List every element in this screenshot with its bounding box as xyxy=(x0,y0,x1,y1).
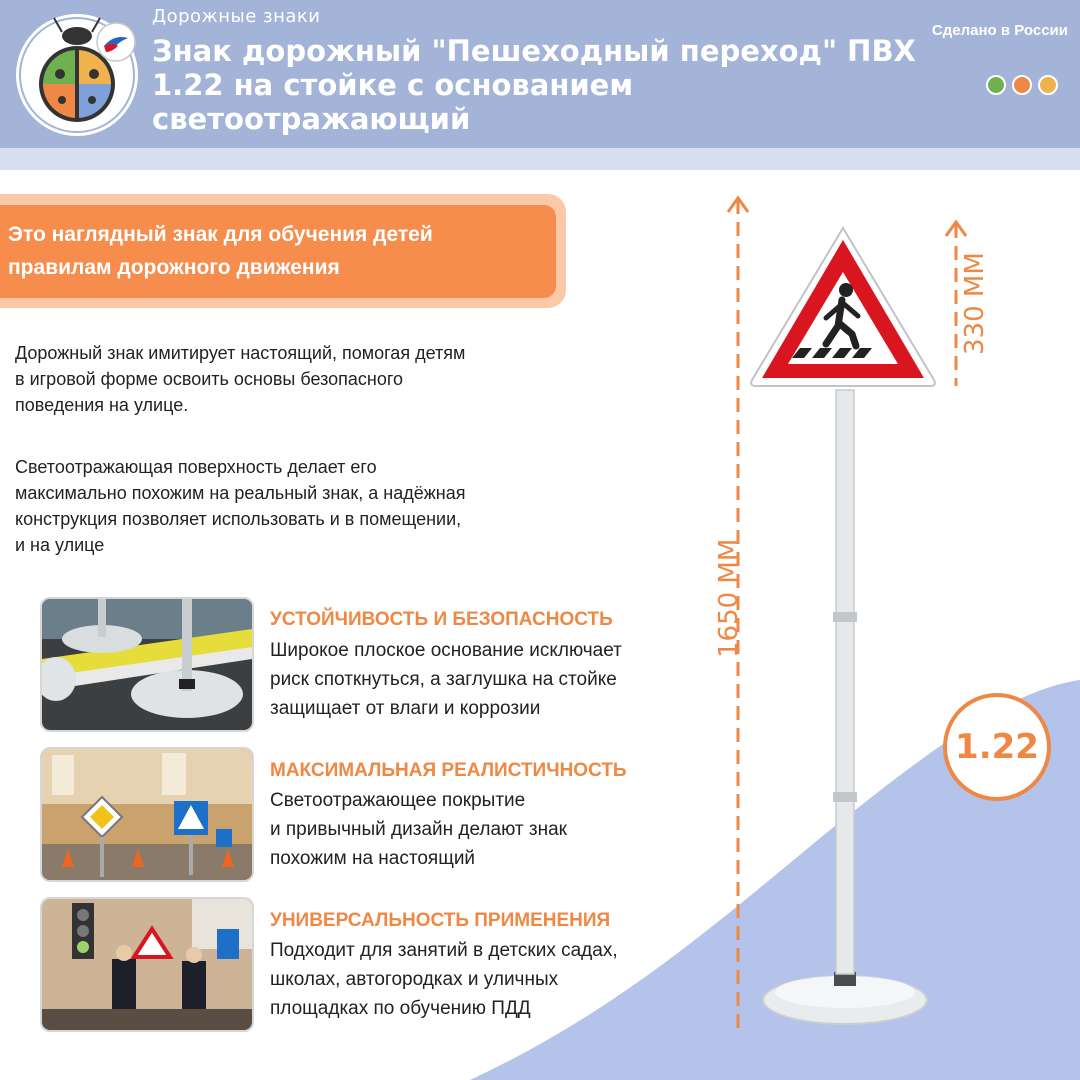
feature-3-text: Подходит для занятий в детских садах, школах, автогородках и уличных площадках по обучению ПДД xyxy=(270,940,618,1019)
banner-text: Это наглядный знак для обучения детей правилам дорожного движения xyxy=(8,223,433,279)
made-in-russia-label: Сделано в России xyxy=(931,22,1068,39)
feature-1-title: УСТОЙЧИВОСТЬ И БЕЗОПАСНОСТЬ xyxy=(270,609,613,630)
description-paragraph-1: Дорожный знак имитирует настоящий, помогая детям в игровой форме освоить основы безопасного поведения на улице. xyxy=(15,343,466,415)
feature-1-text: Широкое плоское основание исключает риск споткнуться, а заглушка на стойке защищает от влаги и коррозии xyxy=(270,640,622,719)
pole-joint-2 xyxy=(833,792,857,802)
category-label: Дорожные знаки xyxy=(152,6,321,27)
feature-2-title: МАКСИМАЛЬНАЯ РЕАЛИСТИЧНОСТЬ xyxy=(270,760,627,781)
feature-2-text: Светоотражающее покрытие и привычный дизайн делают знак похожим на настоящий xyxy=(270,790,567,869)
pole-joint-1 xyxy=(833,612,857,622)
sign-height-label: 330 ММ xyxy=(960,252,990,355)
description-paragraph-2: Светоотражающая поверхность делает его максимально похожим на реальный знак, а надёжная конструкция позволяет использовать и в помещении, и на улице xyxy=(15,457,466,555)
total-height-label: 1650 ММ xyxy=(714,538,744,658)
page-title: Знак дорожный "Пешеходный переход" ПВХ 1.22 на стойке с основанием светоотражающий xyxy=(152,34,916,136)
stand-pole xyxy=(836,390,854,974)
feature-3-title: УНИВЕРСАЛЬНОСТЬ ПРИМЕНЕНИЯ xyxy=(270,910,611,931)
sign-number-badge: 1.22 xyxy=(943,693,1051,801)
